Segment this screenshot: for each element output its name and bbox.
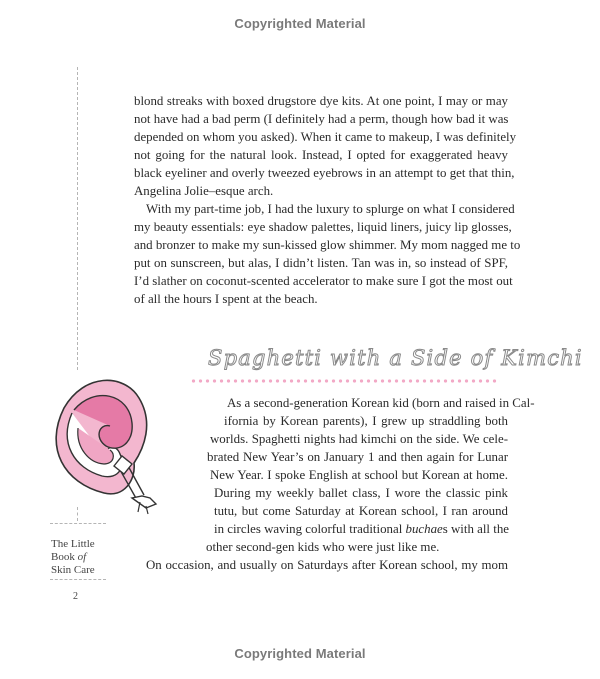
text-line: black eyeliner and overly tweezed eyebrows in an attempt to get that thin, — [134, 166, 515, 180]
text-line: not have had a bad perm (I definitely had a perm, though how bad it was — [134, 112, 509, 126]
sidebar-rule-bottom — [50, 579, 106, 580]
text-line: other second-gen kids who were just like me. — [206, 540, 440, 554]
sidebar-line: Book of — [51, 551, 87, 563]
text-line: my beauty essentials: eye shadow palettes, liquid liners, juicy lip glosses, — [134, 220, 512, 234]
text-line: depended on whom you asked). When it came to makeup, I was definitely — [134, 130, 517, 144]
sidebar-line: The Little — [51, 538, 95, 550]
buchae-fan-icon — [44, 368, 194, 518]
paragraph-beauty-routine — [134, 92, 521, 308]
text-line: of all the hours I spent at the beach. — [134, 292, 318, 306]
text-line: not going for the natural look. Instead, I opted for exaggerated heavy — [134, 148, 508, 162]
text-line: I’d slather on coconut-scented accelerator to make sure I got the most out — [134, 274, 513, 288]
page-number: 2 — [73, 591, 78, 602]
text-line: worlds. Spaghetti nights had kimchi on the side. We cele- — [210, 432, 508, 446]
sidebar-line: Skin Care — [51, 564, 95, 576]
book-title-sidebar — [51, 538, 95, 577]
text-line: As a second-generation Korean kid (born and raised in Cal- — [227, 396, 535, 410]
text-line: tutu, but come Saturday at Korean school, I ran around — [214, 504, 508, 518]
text-line: brated New Year’s on January 1 and then again for Lunar — [207, 450, 508, 464]
text-line: in circles waving colorful traditional buchaes with all the — [214, 522, 509, 536]
text-line: With my part-time job, I had the luxury to splurge on what I considered — [146, 202, 515, 216]
text-line: and bronzer to make my sun-kissed glow shimmer. My mom nagged me to — [134, 238, 521, 252]
text-line: On occasion, and usually on Saturdays after Korean school, my mom — [146, 558, 508, 572]
section-heading: Spaghetti with a Side of Kimchi — [208, 346, 583, 370]
watermark-top: Copyrighted Material — [234, 16, 366, 31]
sidebar-rule-top — [50, 523, 106, 524]
text-line: blond streaks with boxed drugstore dye kits. At one point, I may or may — [134, 94, 508, 108]
margin-rule-top — [77, 67, 78, 370]
text-line: ifornia by Korean parents), I grew up straddling both — [224, 414, 508, 428]
text-line: put on sunscreen, but alas, I didn’t listen. Tan was in, so instead of SPF, — [134, 256, 508, 270]
text-line: New Year. I spoke English at school but Korean at home. — [210, 468, 508, 482]
text-line: During my weekly ballet class, I wore the classic pink — [214, 486, 508, 500]
heading-dotted-divider — [190, 378, 500, 384]
watermark-bottom: Copyrighted Material — [234, 646, 366, 661]
text-line: Angelina Jolie–esque arch. — [134, 184, 274, 198]
